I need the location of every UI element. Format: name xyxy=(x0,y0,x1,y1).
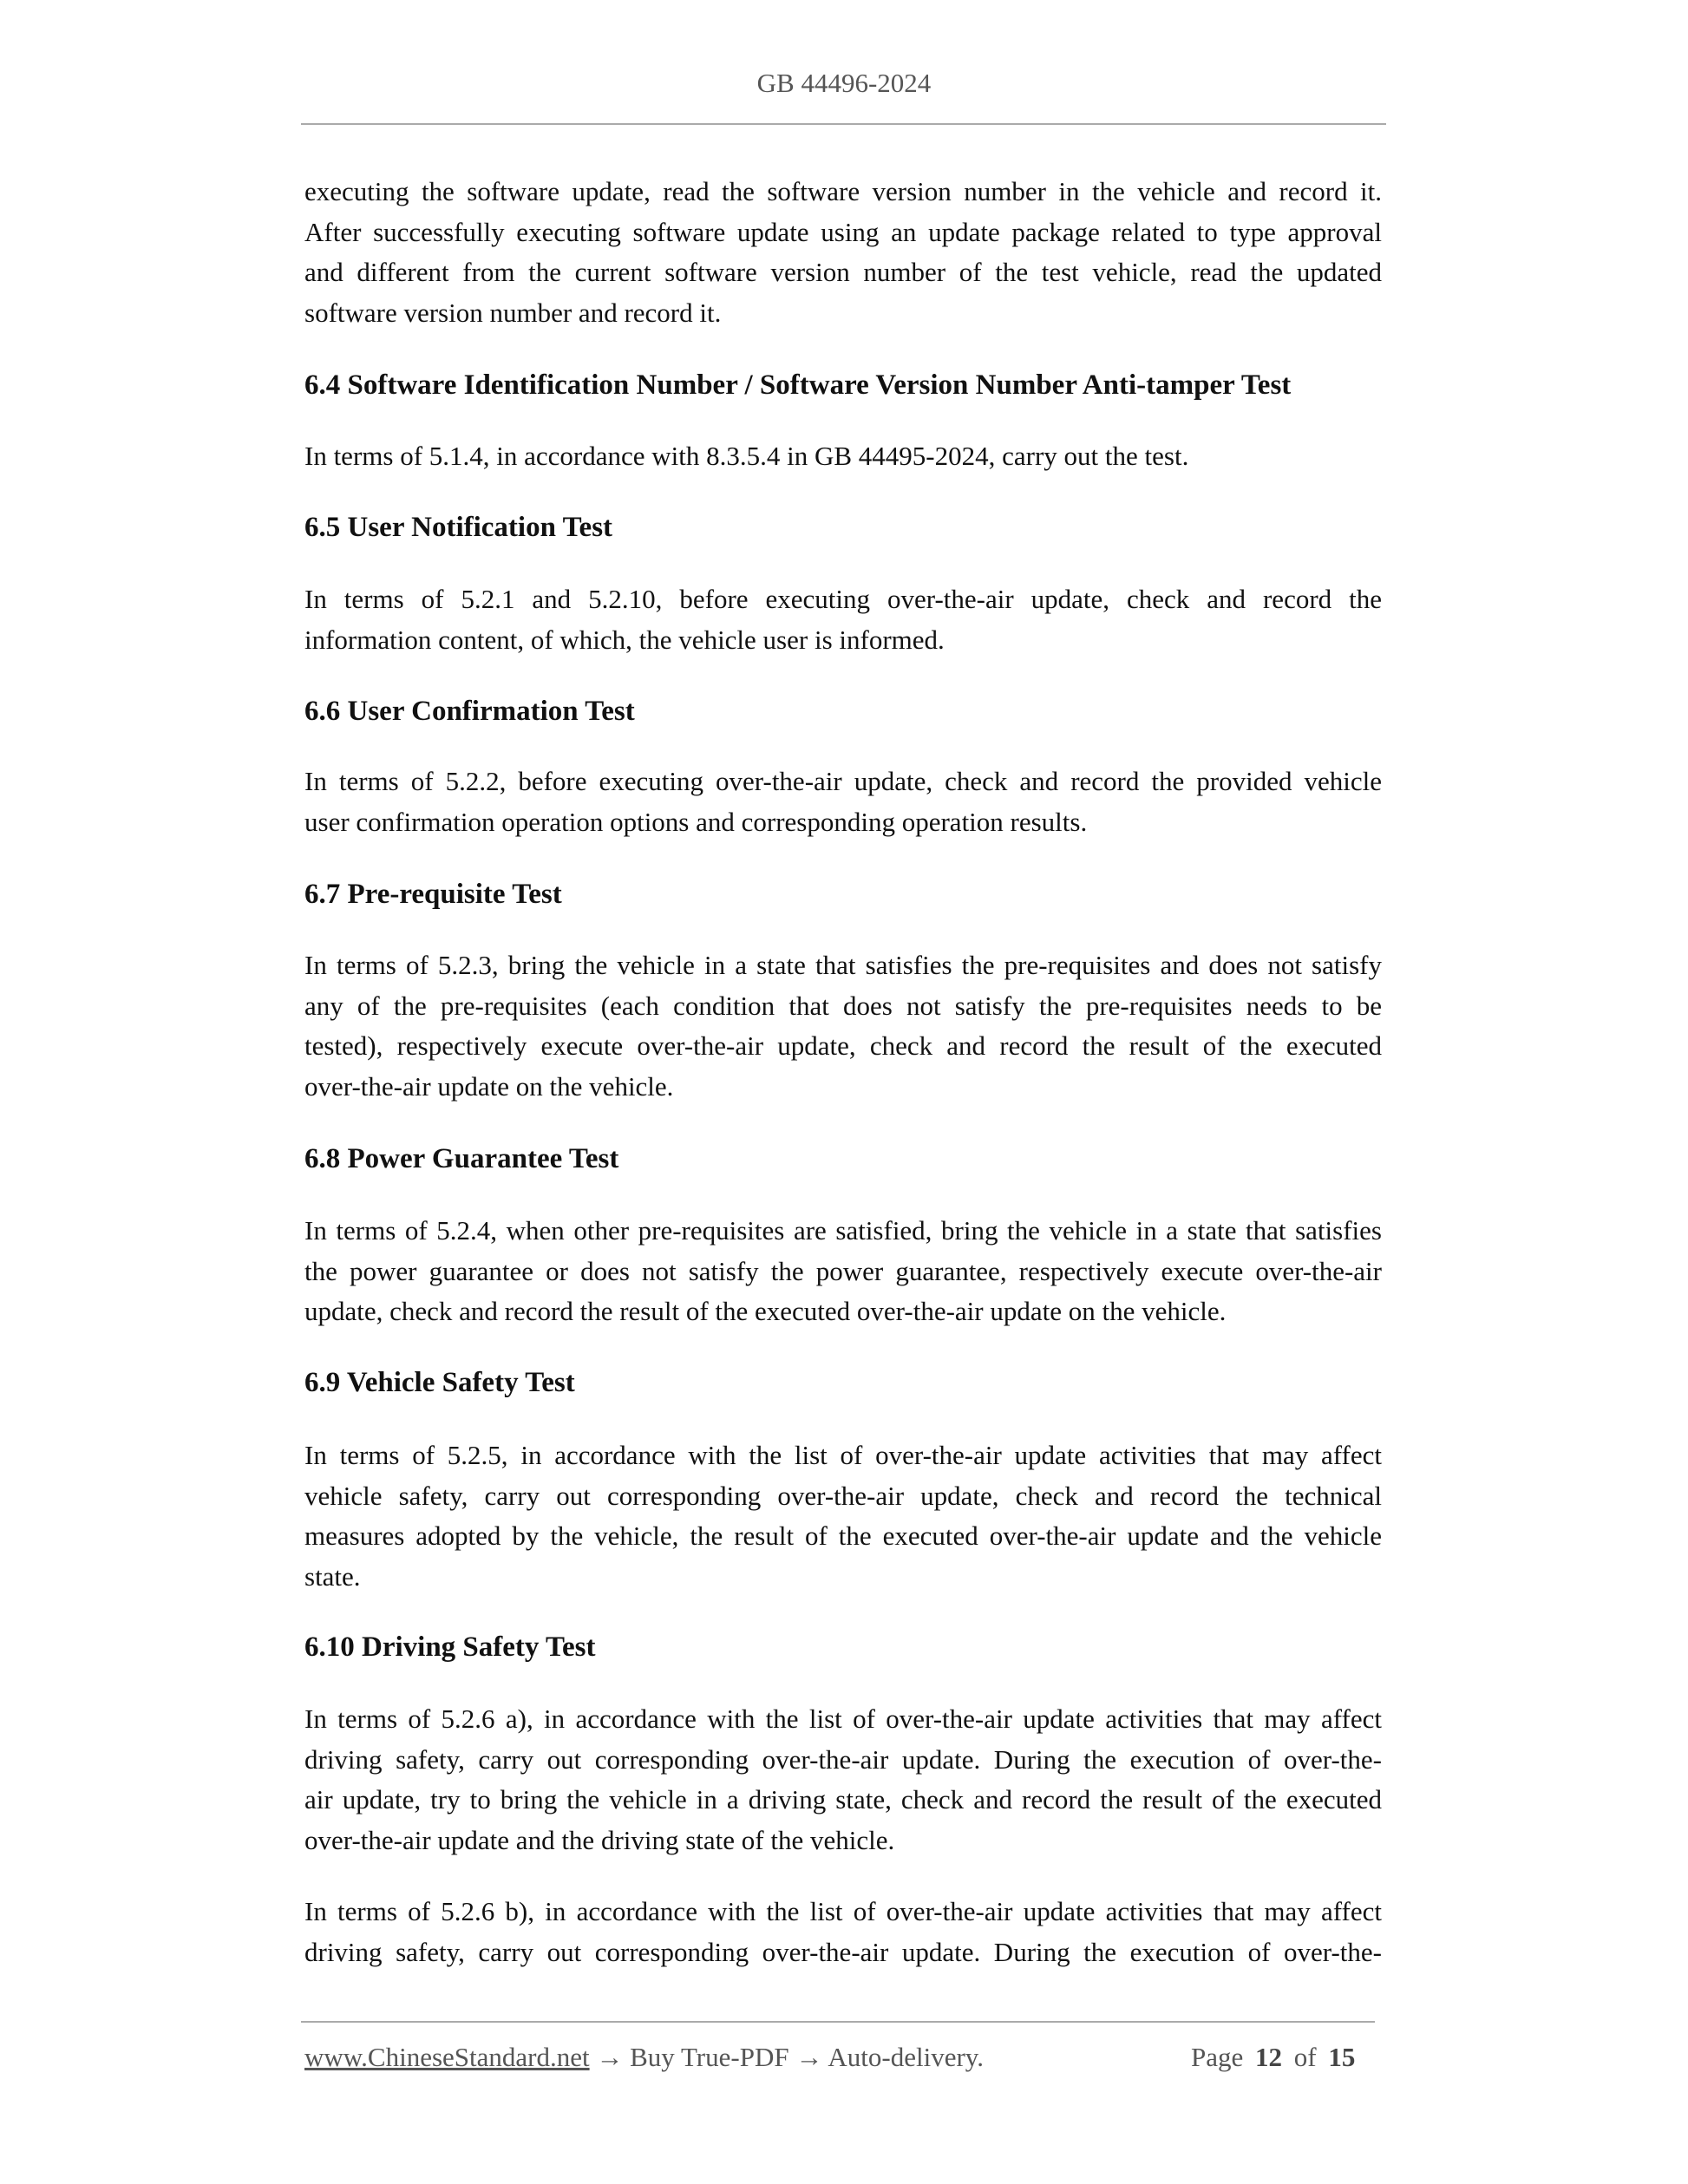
text-line: In terms of 5.2.2, before executing over-the-air update, check and record the provided vehicle xyxy=(304,766,1382,796)
footer-promo xyxy=(304,2042,984,2073)
website-link[interactable]: www.ChineseStandard.net xyxy=(304,2042,590,2072)
section-heading: 6.10 Driving Safety Test xyxy=(304,1631,596,1663)
text-line: In terms of 5.1.4, in accordance with 8.3.5.4 in GB 44495-2024, carry out the test. xyxy=(304,441,1189,471)
text-line: air update, try to bring the vehicle in a driving state, check and record the result of the executed xyxy=(304,1784,1382,1815)
current-page: 12 xyxy=(1255,2042,1283,2072)
text-line: over-the-air update on the vehicle. xyxy=(304,1070,674,1102)
paragraph xyxy=(304,1699,1382,1860)
buy-text: Buy True-PDF xyxy=(630,2042,789,2072)
section-heading: 6.8 Power Guarantee Test xyxy=(304,1143,619,1174)
text-line: measures adopted by the vehicle, the result of the executed over-the-air update and the vehicle xyxy=(304,1520,1382,1551)
text-line: the power guarantee or does not satisfy the power guarantee, respectively execute over-the-air xyxy=(304,1255,1382,1286)
text-line: vehicle safety, carry out corresponding over-the-air update, check and record the technical xyxy=(304,1480,1382,1511)
text-line: driving safety, carry out corresponding over-the-air update. During the execution of over-the- xyxy=(304,1936,1382,1967)
text-line: After successfully executing software update using an update package related to type approval xyxy=(304,216,1382,247)
paragraph xyxy=(304,1435,1382,1597)
total-pages: 15 xyxy=(1328,2042,1356,2072)
section-heading: 6.5 User Notification Test xyxy=(304,512,613,543)
text-line: In terms of 5.2.1 and 5.2.10, before executing over-the-air update, check and record the xyxy=(304,584,1382,614)
text-line: In terms of 5.2.6 a), in accordance with the list of over-the-air update activities that may affect xyxy=(304,1703,1382,1734)
text-line: over-the-air update and the driving state of the vehicle. xyxy=(304,1824,895,1855)
page-label: Page xyxy=(1191,2042,1244,2072)
section-heading: 6.4 Software Identification Number / Software Version Number Anti-tamper Test xyxy=(304,369,1292,401)
text-line: any of the pre-requisites (each condition that does not satisfy the pre-requisites needs to be xyxy=(304,990,1382,1021)
arrow-right-icon: → xyxy=(795,2042,823,2072)
text-line: driving safety, carry out corresponding over-the-air update. During the execution of over-the- xyxy=(304,1743,1382,1775)
text-line: In terms of 5.2.3, bring the vehicle in a state that satisfies the pre-requisites and does not satisfy xyxy=(304,950,1382,980)
arrow-right-icon: → xyxy=(596,2042,624,2072)
delivery-text: Auto-delivery. xyxy=(828,2042,985,2072)
paragraph xyxy=(304,579,1382,660)
paragraph xyxy=(304,1892,1382,1972)
text-line: information content, of which, the vehicle user is informed. xyxy=(304,624,945,655)
paragraph xyxy=(304,436,1382,477)
paragraph xyxy=(304,172,1382,333)
of-label: of xyxy=(1293,2042,1317,2072)
header-divider xyxy=(301,123,1386,125)
text-line: update, check and record the result of the executed over-the-air update on the vehicle. xyxy=(304,1296,1227,1326)
footer-divider xyxy=(301,2021,1375,2023)
text-line: state. xyxy=(304,1560,361,1592)
section-heading: 6.7 Pre-requisite Test xyxy=(304,879,562,910)
text-line: software version number and record it. xyxy=(304,297,722,328)
text-line: user confirmation operation options and corresponding operation results. xyxy=(304,806,1088,837)
text-line: In terms of 5.2.4, when other pre-requisites are satisfied, bring the vehicle in a state that satisfies xyxy=(304,1215,1382,1246)
section-heading: 6.6 User Confirmation Test xyxy=(304,696,635,727)
text-line: executing the software update, read the software version number in the vehicle and record it. xyxy=(304,176,1382,206)
document-id-header: GB 44496-2024 xyxy=(756,68,932,98)
paragraph xyxy=(304,1211,1382,1332)
text-line: In terms of 5.2.5, in accordance with the list of over-the-air update activities that may affect xyxy=(304,1440,1382,1470)
paragraph xyxy=(304,762,1382,842)
text-line: In terms of 5.2.6 b), in accordance with the list of over-the-air update activities that may affect xyxy=(304,1896,1382,1926)
paragraph xyxy=(304,945,1382,1107)
page-number xyxy=(1191,2042,1355,2073)
section-heading: 6.9 Vehicle Safety Test xyxy=(304,1367,575,1398)
text-line: and different from the current software version number of the test vehicle, read the updated xyxy=(304,257,1382,287)
text-line: tested), respectively execute over-the-air update, check and record the result of the executed xyxy=(304,1030,1382,1061)
